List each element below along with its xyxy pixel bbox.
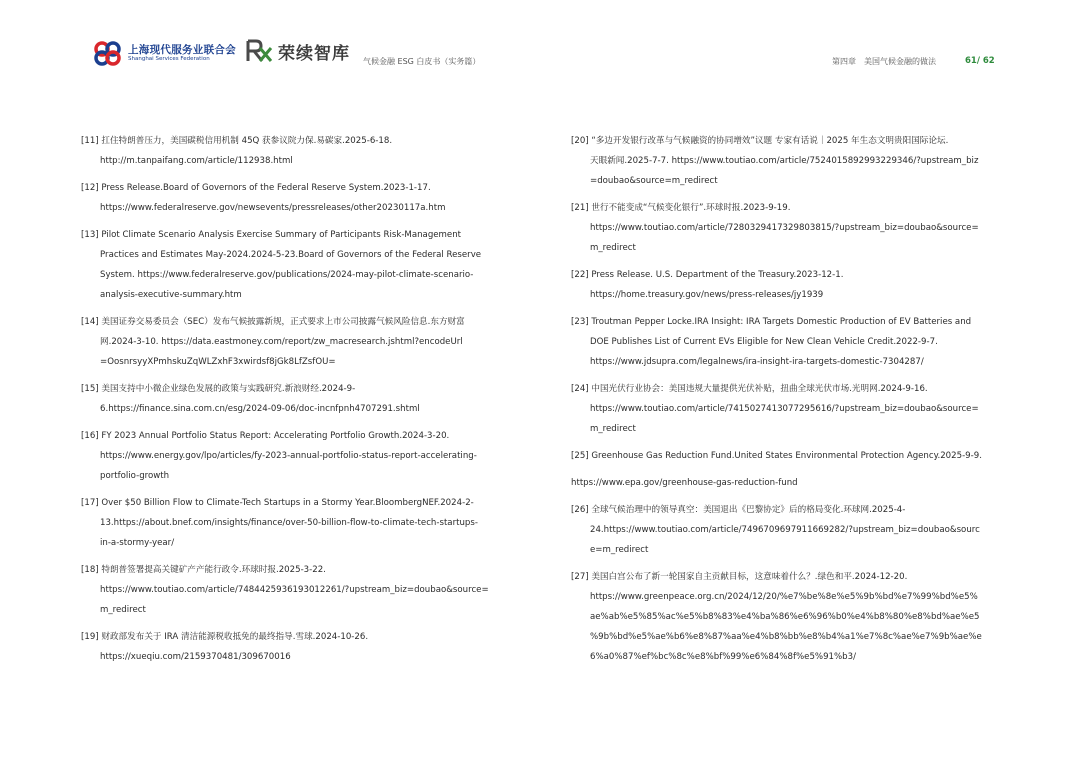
reference-text: [15] 美国支持中小微企业绿色发展的政策与实践研究.新浪财经.2024-9- xyxy=(81,384,356,394)
reference-continuation: =doubao&source=m_redirect xyxy=(590,176,718,186)
reference-continuation: m_redirect xyxy=(100,605,146,615)
reference-entry xyxy=(81,426,511,486)
reference-text: [17] Over $50 Billion Flow to Climate-Tech Startups in a Stormy Year.BloombergNEF.2024-2- xyxy=(81,498,474,508)
reference-text: [19] 财政部发布关于 IRA 清洁能源税收抵免的最终指导.雪球.2024-10-26. xyxy=(81,632,369,642)
reference-entry xyxy=(571,379,1001,439)
reference-continuation: =OosnrsyyXPmhskuZqWLZxhF3xwirdsf8jGk8LfZsfOU= xyxy=(100,357,336,367)
logo2-name: 荣续智库 xyxy=(278,43,350,64)
reference-text: https://www.epa.gov/greenhouse-gas-reduction-fund xyxy=(571,478,798,488)
reference-text: [11] 扛住特朗普压力，美国碳税信用机制 45Q 获参议院力保.易碳家.2025-6-18. xyxy=(81,136,393,146)
reference-entry xyxy=(81,560,511,620)
rx-logo-icon xyxy=(245,38,273,64)
reference-entry xyxy=(81,627,511,667)
reference-text: [12] Press Release.Board of Governors of the Federal Reserve System.2023-1-17. xyxy=(81,183,431,193)
reference-entry xyxy=(571,473,1001,493)
reference-text: [27] 美国白宫公布了新一轮国家自主贡献目标，这意味着什么？.绿色和平.2024-12-20. xyxy=(571,572,908,582)
reference-text: [22] Press Release. U.S. Department of the Treasury.2023-12-1. xyxy=(571,270,844,280)
reference-entry xyxy=(81,379,511,419)
logo1-chinese-name: 上海现代服务业联合会 xyxy=(128,43,236,56)
reference-entry xyxy=(571,131,1001,191)
reference-continuation: e=m_redirect xyxy=(590,545,649,555)
references-left-column xyxy=(81,131,511,674)
rongxu-think-tank-logo xyxy=(245,38,350,64)
reference-entry xyxy=(81,312,511,372)
reference-continuation: https://www.toutiao.com/article/7415027413077295616/?upstream_biz=doubao&source= xyxy=(590,404,979,414)
reference-entry xyxy=(571,198,1001,258)
reference-continuation: https://www.energy.gov/lpo/articles/fy-2023-annual-portfolio-status-report-accelerating- xyxy=(100,451,477,461)
reference-continuation: http://m.tanpaifang.com/article/112938.html xyxy=(100,156,293,166)
book-title: 气候金融 ESG 白皮书（实务篇） xyxy=(363,57,481,66)
reference-text: [13] Pilot Climate Scenario Analysis Exercise Summary of Participants Risk-Management xyxy=(81,230,462,240)
reference-continuation: https://www.jdsupra.com/legalnews/ira-insight-ira-targets-domestic-7304287/ xyxy=(590,357,924,367)
reference-continuation: DOE Publishes List of Current EVs Eligible for New Clean Vehicle Credit.2022-9-7. xyxy=(590,337,938,347)
reference-entry xyxy=(81,225,511,305)
reference-entry xyxy=(571,446,1001,466)
reference-entry xyxy=(571,567,1001,667)
logo1-english-name: Shanghai Services Federation xyxy=(128,55,210,62)
reference-continuation: in-a-stormy-year/ xyxy=(100,538,175,548)
reference-continuation: https://www.toutiao.com/article/7484425936193012261/?upstream_biz=doubao&source= xyxy=(100,585,489,595)
reference-entry xyxy=(571,265,1001,305)
reference-continuation: 24.https://www.toutiao.com/article/7496709697911669282/?upstream_biz=doubao&sourc xyxy=(590,525,980,535)
references-right-column xyxy=(571,131,1001,674)
reference-continuation: https://www.greenpeace.org.cn/2024/12/20/%e7%be%8e%e5%9b%bd%e7%99%bd%e5% xyxy=(590,592,978,602)
reference-entry xyxy=(81,178,511,218)
reference-text: [16] FY 2023 Annual Portfolio Status Report: Accelerating Portfolio Growth.2024-3-20. xyxy=(81,431,450,441)
reference-continuation: System. https://www.federalreserve.gov/publications/2024-may-pilot-climate-scenario- xyxy=(100,270,474,280)
page-number: 61/ 62 xyxy=(965,56,995,66)
reference-text: [20] “多边开发银行改革与气候融资的协同增效”议题 专家有话说｜2025 年生态文明贵阳国际论坛. xyxy=(571,136,949,146)
reference-continuation: portfolio-growth xyxy=(100,471,170,481)
reference-continuation: 13.https://about.bnef.com/insights/finance/over-50-billion-flow-to-climate-tech-startups- xyxy=(100,518,478,528)
reference-continuation: ae%ab%e5%85%ac%e5%b8%83%e4%ba%86%e6%96%b0%e4%b8%80%e8%bd%ae%e5 xyxy=(590,612,980,622)
reference-entry xyxy=(571,500,1001,560)
reference-continuation: 6%a0%87%ef%bc%8c%e8%bf%99%e6%84%8f%e5%91%b3/ xyxy=(590,652,857,662)
reference-entry xyxy=(81,131,511,171)
reference-text: [14] 美国证券交易委员会（SEC）发布气候披露新规，正式要求上市公司披露气候风险信息.东方财富 xyxy=(81,317,465,327)
reference-text: [18] 特朗普签署提高关键矿产产能行政令.环球时报.2025-3-22. xyxy=(81,565,326,575)
reference-continuation: https://xueqiu.com/2159370481/309670016 xyxy=(100,652,291,662)
reference-entry xyxy=(571,312,1001,372)
shanghai-services-federation-logo xyxy=(92,40,236,66)
page-header xyxy=(0,0,1080,80)
reference-continuation: 6.https://finance.sina.com.cn/esg/2024-09-06/doc-incnfpnh4707291.shtml xyxy=(100,404,420,414)
reference-continuation: %9b%bd%e5%ae%b6%e8%87%aa%e4%b8%bb%e8%b4%a1%e7%8c%ae%e7%9b%ae%e xyxy=(590,632,982,642)
reference-continuation: m_redirect xyxy=(590,424,636,434)
reference-continuation: 网.2024-3-10. https://data.eastmoney.com/report/zw_macresearch.jshtml?encodeUrl xyxy=(100,337,463,347)
reference-continuation: analysis-executive-summary.htm xyxy=(100,290,242,300)
reference-text: [24] 中国光伏行业协会：美国违规大量提供光伏补贴，扭曲全球光伏市场.光明网.2024-9-16. xyxy=(571,384,928,394)
reference-text: [26] 全球气候治理中的领导真空：美国退出《巴黎协定》后的格局变化.环球网.2025-4- xyxy=(571,505,906,515)
federation-logo-icon xyxy=(92,40,124,66)
reference-continuation: m_redirect xyxy=(590,243,636,253)
reference-text: [25] Greenhouse Gas Reduction Fund.United States Environmental Protection Agency.2025-9-9. xyxy=(571,451,982,461)
reference-continuation: https://www.federalreserve.gov/newsevents/pressreleases/other20230117a.htm xyxy=(100,203,446,213)
reference-text: [23] Troutman Pepper Locke.IRA Insight: IRA Targets Domestic Production of EV Batteries and xyxy=(571,317,972,327)
chapter-title: 第四章 美国气候金融的做法 xyxy=(832,57,936,66)
reference-text: [21] 世行不能变成“气候变化银行”.环球时报.2023-9-19. xyxy=(571,203,791,213)
reference-continuation: https://www.toutiao.com/article/7280329417329803815/?upstream_biz=doubao&source= xyxy=(590,223,979,233)
reference-entry xyxy=(81,493,511,553)
reference-continuation: Practices and Estimates May-2024.2024-5-23.Board of Governors of the Federal Reserve xyxy=(100,250,482,260)
reference-continuation: https://home.treasury.gov/news/press-releases/jy1939 xyxy=(590,290,824,300)
reference-continuation: 天眼新闻.2025-7-7. https://www.toutiao.com/article/7524015892993229346/?upstream_biz xyxy=(590,156,979,166)
